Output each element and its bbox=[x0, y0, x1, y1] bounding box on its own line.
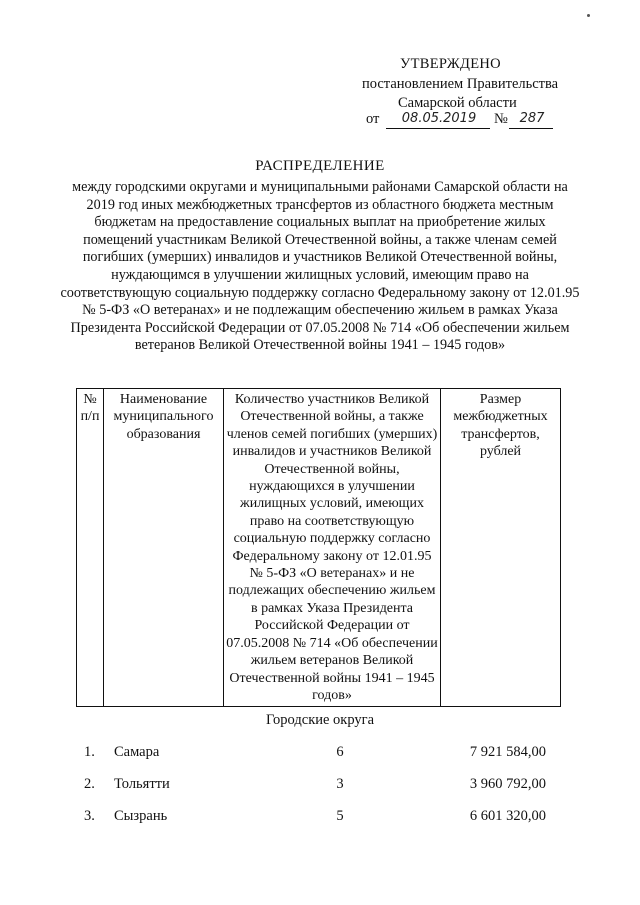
row-name: Тольятти bbox=[114, 776, 170, 792]
col-count-header: Количество участников Великой Отечественной войны, а также членов семей погибших (умерших) инвалидов и участников Великой Отечественной войны, нуждающихся в улучшении жилищных условий, имеющих право на соответствующую социальную поддержку согласно Федеральному закону от 12.01.95 № 5-ФЗ «О ветеранах» и не подлежащих обеспечению жильем в рамках Указа Президента Российской Федерации от 07.05.2008 № 714 «Об обеспечении жильем ветеранов Великой Отечественной войны 1941 – 1945 годов» bbox=[224, 389, 441, 707]
row-count: 5 bbox=[336, 808, 344, 824]
row-num: 3. bbox=[84, 808, 95, 824]
number-underline bbox=[509, 128, 553, 129]
date-prefix: от bbox=[366, 111, 380, 127]
section-title: Городские округа bbox=[265, 712, 375, 728]
table-row bbox=[0, 776, 640, 794]
approved-line1: постановлением Правительства bbox=[362, 76, 559, 92]
approval-stamp bbox=[0, 0, 640, 140]
row-num: 1. bbox=[84, 744, 95, 760]
date-underline bbox=[386, 128, 490, 129]
row-count: 3 bbox=[336, 776, 344, 792]
number-prefix: № bbox=[494, 111, 508, 127]
col-name-header: Наименование муниципального образования bbox=[104, 389, 224, 707]
approved-line2: Самарской области bbox=[398, 95, 517, 111]
approved-title: УТВЕРЖДЕНО bbox=[400, 56, 501, 72]
col-num-header: № п/п bbox=[77, 389, 104, 707]
approval-date: 08.05.2019 bbox=[401, 111, 477, 126]
table-row bbox=[0, 744, 640, 762]
table-row bbox=[0, 808, 640, 826]
document-heading: РАСПРЕДЕЛЕНИЕ bbox=[255, 158, 385, 174]
row-amount: 6 601 320,00 bbox=[469, 808, 546, 824]
row-name: Сызрань bbox=[114, 808, 168, 824]
distribution-table-header bbox=[76, 388, 561, 707]
row-amount: 3 960 792,00 bbox=[469, 776, 546, 792]
row-name: Самара bbox=[114, 744, 160, 760]
approval-number: 287 bbox=[519, 111, 545, 126]
row-amount: 7 921 584,00 bbox=[469, 744, 546, 760]
row-num: 2. bbox=[84, 776, 95, 792]
col-amount-header: Размер межбюджетных трансфертов, рублей bbox=[441, 389, 561, 707]
row-count: 6 bbox=[336, 744, 344, 760]
document-subtitle: между городскими округами и муниципальными районами Самарской области на 2019 год иных межбюджетных трансфертов из областного бюджета местным бюджетам на предоставление социальных выплат на приобретение жилых помещений участникам Великой Отечественной войны, а также членам семей погибших (умерших) инвалидов и участников Великой Отечественной войны, нуждающимся в улучшении жилищных условий, имеющим право на соответствующую социальную поддержку согласно Федеральному закону от 12.01.95 № 5-ФЗ «О ветеранах» и не подлежащим обеспечению жильем в рамках Указа Президента Российской Федерации от 07.05.2008 № 714 «Об обеспечении жильем ветеранов Великой Отечественной войны 1941 – 1945 годов» bbox=[60, 179, 580, 354]
